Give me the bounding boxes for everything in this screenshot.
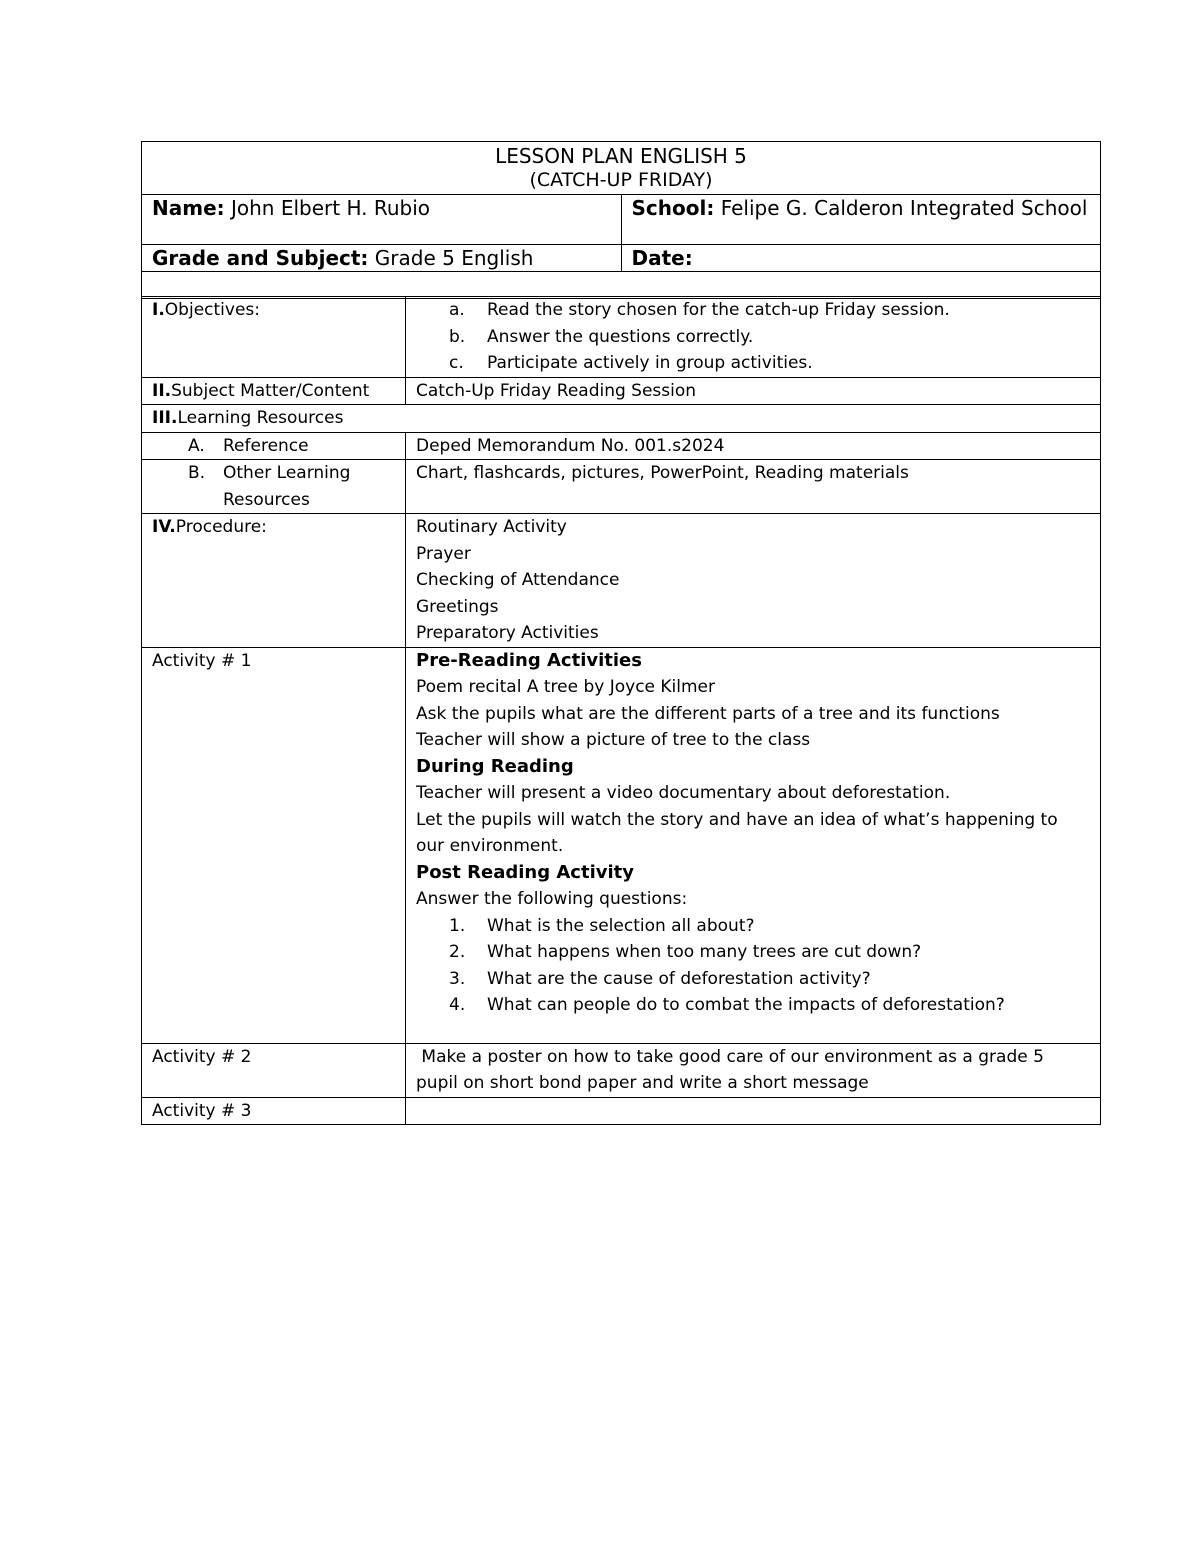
list-item: c. Participate actively in group activities. <box>449 353 813 373</box>
subject-matter-number: II. <box>152 380 172 401</box>
resources-label: Learning Resources <box>177 408 344 428</box>
date-label: Date: <box>631 246 693 270</box>
lesson-table <box>141 296 1101 1125</box>
post-reading-heading: Post Reading Activity <box>416 861 634 883</box>
grade-value: Grade 5 English <box>374 246 534 270</box>
list-item: Ask the pupils what are the different parts of a tree and its functions <box>416 703 1000 724</box>
spacer-row <box>142 272 1101 299</box>
reference-value: Deped Memorandum No. 001.s2024 <box>406 432 1101 460</box>
list-item: Teacher will present a video documentary about deforestation. <box>416 783 951 803</box>
question-item: 2. What happens when too many trees are cut down? <box>449 942 922 962</box>
list-item: b. Answer the questions correctly. <box>449 326 754 347</box>
activity1-row <box>142 647 1101 1043</box>
subject-matter-label: Subject Matter/Content <box>171 380 370 401</box>
list-item: Preparatory Activities <box>416 623 599 643</box>
reference-label-cell: A. Reference <box>142 432 406 460</box>
header-table <box>141 141 1101 299</box>
page-subtitle: (CATCH-UP FRIDAY) <box>529 169 713 191</box>
activity1-label: Activity # 1 <box>142 647 406 1043</box>
activity2-line1: Make a poster on how to take good care of our environment as a grade 5 <box>416 1046 1044 1067</box>
procedure-label-cell <box>142 514 406 648</box>
activity2-content <box>406 1043 1101 1097</box>
subject-matter-value: Catch-Up Friday Reading Session <box>406 377 1101 405</box>
activity3-row <box>142 1097 1101 1125</box>
objectives-label-cell <box>142 297 406 378</box>
list-item: our environment. <box>416 836 564 856</box>
activity3-label: Activity # 3 <box>142 1097 406 1125</box>
name-value: John Elbert H. Rubio <box>231 196 431 220</box>
procedure-steps <box>406 514 1101 648</box>
post-reading-intro: Answer the following questions: <box>416 889 688 909</box>
reference-label: Reference <box>223 435 309 456</box>
resources-label-cell <box>142 405 1101 433</box>
activity1-content <box>406 647 1101 1043</box>
procedure-label: Procedure: <box>175 517 267 537</box>
other-resources-value: Chart, flashcards, pictures, PowerPoint, Reading materials <box>406 460 1101 514</box>
list-item: Teacher will show a picture of tree to the class <box>416 730 811 750</box>
other-resources-label-cell: B. Other Learning Resources <box>142 460 406 514</box>
name-label: Name: <box>152 196 225 220</box>
objectives-label: Objectives: <box>164 300 260 320</box>
question-item: 1. What is the selection all about? <box>449 915 755 936</box>
grade-label: Grade and Subject: <box>152 246 369 270</box>
reference-row <box>142 432 1101 460</box>
subject-matter-label-cell <box>142 377 406 405</box>
school-value: Felipe G. Calderon Integrated School <box>720 196 1088 220</box>
activity3-content <box>406 1097 1101 1125</box>
activity2-row <box>142 1043 1101 1097</box>
procedure-number: IV. <box>152 517 176 537</box>
list-item: Greetings <box>416 596 499 617</box>
list-item: Let the pupils will watch the story and have an idea of what’s happening to <box>416 809 1058 830</box>
other-resources-row <box>142 460 1101 514</box>
school-label: School: <box>631 196 715 220</box>
objectives-row <box>142 297 1101 378</box>
during-reading-heading: During Reading <box>416 755 574 777</box>
question-item: 3. What are the cause of deforestation activity? <box>449 968 871 989</box>
pre-reading-heading: Pre-Reading Activities <box>416 649 642 671</box>
list-item: Checking of Attendance <box>416 570 620 590</box>
objectives-list <box>406 297 1101 378</box>
date-cell <box>621 245 1101 272</box>
list-item: Poem recital A tree by Joyce Kilmer <box>416 677 716 697</box>
list-item: a. Read the story chosen for the catch-up Friday session. <box>449 300 950 320</box>
name-cell <box>142 195 622 245</box>
school-cell <box>621 195 1101 245</box>
procedure-row <box>142 514 1101 648</box>
list-item: Routinary Activity <box>416 517 567 537</box>
list-item: Prayer <box>416 543 471 564</box>
title-cell <box>142 142 1101 195</box>
activity2-line2: pupil on short bond paper and write a short message <box>416 1073 869 1093</box>
activity2-label: Activity # 2 <box>142 1043 406 1097</box>
objectives-number: I. <box>152 300 165 320</box>
question-item: 4. What can people do to combat the impacts of deforestation? <box>449 995 1005 1015</box>
subject-matter-row <box>142 377 1101 405</box>
page-title: LESSON PLAN ENGLISH 5 <box>495 144 747 168</box>
resources-row <box>142 405 1101 433</box>
resources-number: III. <box>152 408 178 428</box>
grade-cell <box>142 245 622 272</box>
